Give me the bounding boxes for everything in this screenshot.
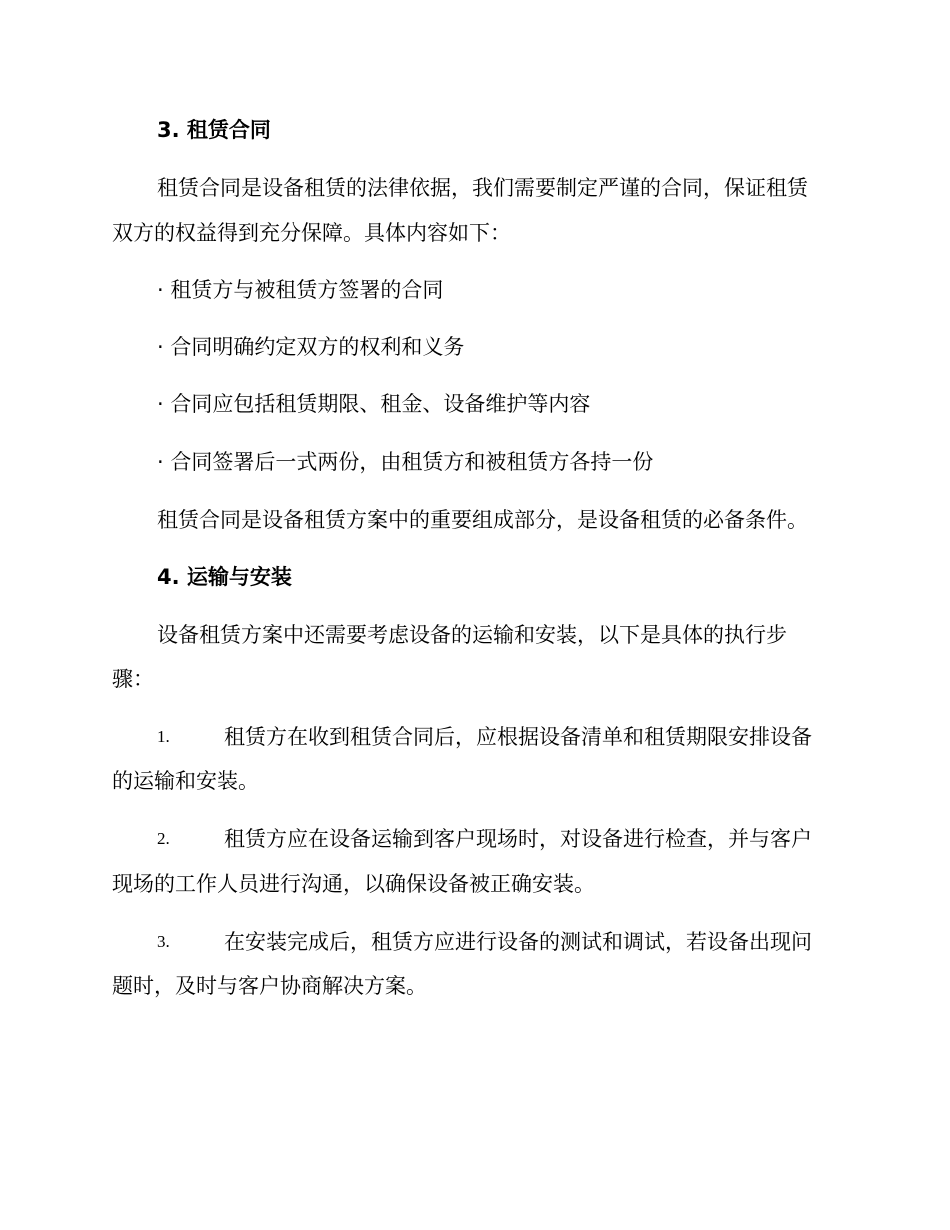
section-4-intro-line-2: 骤： (112, 667, 154, 691)
step-text-line-2: 的运输和安装。 (112, 769, 259, 793)
section-3-paragraph-line-1: 租赁合同是设备租赁的法律依据，我们需要制定严谨的合同，保证租赁 (157, 176, 808, 200)
step-number: 1. (157, 727, 170, 746)
step-text-line-1: 在安装完成后，租赁方应进行设备的测试和调试，若设备出现问 (224, 930, 812, 954)
section-3-summary: 租赁合同是设备租赁方案中的重要组成部分，是设备租赁的必备条件。 (157, 508, 808, 532)
step-text-line-1: 租赁方应在设备运输到客户现场时，对设备进行检查，并与客户 (224, 827, 812, 851)
section-4-heading: 4. 运输与安装 (157, 565, 292, 589)
step-text-line-2: 题时，及时与客户协商解决方案。 (112, 974, 427, 998)
bullet-item: · 合同明确约定双方的权利和义务 (157, 335, 465, 359)
bullet-item: · 合同应包括租赁期限、租金、设备维护等内容 (157, 392, 591, 416)
section-3-paragraph-line-2: 双方的权益得到充分保障。具体内容如下： (112, 221, 511, 245)
step-number: 3. (157, 932, 170, 951)
bullet-item: · 租赁方与被租赁方签署的合同 (157, 278, 444, 302)
section-3-heading: 3. 租赁合同 (157, 118, 271, 142)
step-number: 2. (157, 829, 170, 848)
bullet-item: · 合同签署后一式两份，由租赁方和被租赁方各持一份 (157, 450, 654, 474)
step-text-line-1: 租赁方在收到租赁合同后，应根据设备清单和租赁期限安排设备 (224, 725, 812, 749)
step-text-line-2: 现场的工作人员进行沟通，以确保设备被正确安装。 (112, 872, 595, 896)
section-4-intro-line-1: 设备租赁方案中还需要考虑设备的运输和安装，以下是具体的执行步 (157, 623, 787, 647)
